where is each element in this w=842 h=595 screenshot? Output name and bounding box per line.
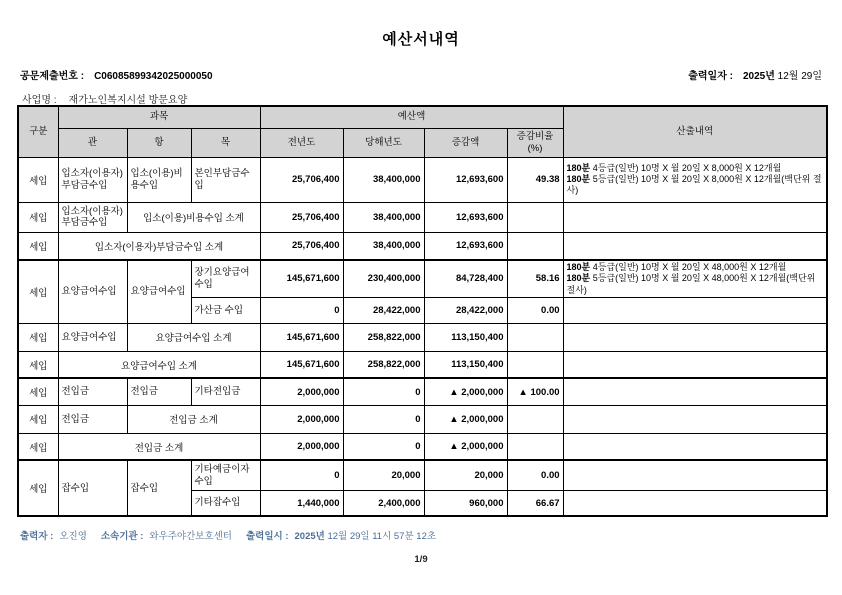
cell-diff: 113,150,400 <box>424 351 507 378</box>
doc-number-label: 공문제출번호 : <box>20 71 85 82</box>
table-row <box>18 460 827 490</box>
cell-diff: 28,422,000 <box>424 297 507 323</box>
cell-prev: 1,440,000 <box>260 490 343 516</box>
cell-diff: ▲ 2,000,000 <box>424 433 507 460</box>
cell-gwan: 요양급여수입 <box>58 260 127 323</box>
cell-curr: 20,000 <box>343 460 424 490</box>
cell-curr: 0 <box>343 378 424 405</box>
budget-table <box>17 105 828 517</box>
page-number: 1/9 <box>414 554 428 565</box>
col-header-hang: 항 <box>127 128 191 157</box>
cell-prev: 25,706,400 <box>260 202 343 232</box>
cell-diff: 20,000 <box>424 460 507 490</box>
printed-at-label: 출력일시 : <box>245 531 289 542</box>
cell-gubun: 세입 <box>18 260 58 323</box>
cell-gubun: 세입 <box>18 232 58 260</box>
cell-mok: 기타잡수입 <box>191 490 260 516</box>
cell-prev: 145,671,600 <box>260 351 343 378</box>
header-row-1 <box>18 106 827 128</box>
table-row <box>18 260 827 297</box>
cell-calc <box>563 202 827 232</box>
cell-diff: 12,693,600 <box>424 157 507 202</box>
cell-rate <box>507 351 563 378</box>
cell-curr: 230,400,000 <box>343 260 424 297</box>
calc-bold: 180분 <box>566 173 591 184</box>
printer-label: 출력자 : <box>20 531 54 542</box>
cell-curr: 38,400,000 <box>343 232 424 260</box>
cell-calc <box>563 378 827 405</box>
cell-rate: 58.16 <box>507 260 563 297</box>
col-header-calc: 산출내역 <box>563 106 827 157</box>
calc-line <box>567 163 824 174</box>
table-row <box>18 323 827 351</box>
table-row <box>18 157 827 202</box>
cell-curr: 258,822,000 <box>343 351 424 378</box>
table-row <box>18 433 827 460</box>
cell-prev: 0 <box>260 297 343 323</box>
cell-calc <box>563 490 827 516</box>
print-info-footer <box>20 528 436 542</box>
cell-curr: 258,822,000 <box>343 323 424 351</box>
page-title: 예산서내역 <box>382 31 460 48</box>
printed-at-year: 2025년 <box>294 531 325 542</box>
calc-bold: 180분 <box>566 273 591 284</box>
cell-mok: 기타예금이자수입 <box>191 460 260 490</box>
cell-calc <box>563 297 827 323</box>
cell-curr: 38,400,000 <box>343 202 424 232</box>
cell-calc <box>563 433 827 460</box>
cell-gwan: 요양급여수입 <box>58 323 127 351</box>
calc-text: 4등급(일반) 10명 X 월 20일 X 8,000원 X 12개월 <box>590 162 782 173</box>
cell-gwan: 전입금 <box>58 378 127 405</box>
org-name: 와우주야간보호센터 <box>149 531 232 542</box>
calc-bold: 180분 <box>566 162 591 173</box>
table-row <box>18 232 827 260</box>
col-header-change: 증감액 <box>424 128 507 157</box>
cell-gubun: 세입 <box>18 323 58 351</box>
calc-text: 5등급(일반) 10명 X 월 20일 X 48,000원 X 12개월(백단위 절사) <box>566 273 816 295</box>
cell-curr: 38,400,000 <box>343 157 424 202</box>
doc-number <box>20 67 213 82</box>
cell-mok: 기타전입금 <box>191 378 260 405</box>
cell-gwan: 잡수입 <box>58 460 127 516</box>
cell-diff: 12,693,600 <box>424 202 507 232</box>
col-header-gubun: 구분 <box>18 106 58 157</box>
print-date <box>688 67 822 82</box>
cell-diff: 113,150,400 <box>424 323 507 351</box>
table-row <box>18 405 827 433</box>
cell-calc <box>563 260 827 297</box>
cell-mok: 가산금 수입 <box>191 297 260 323</box>
cell-rate: 66.67 <box>507 490 563 516</box>
cell-rate: ▲ 100.00 <box>507 378 563 405</box>
cell-gubun: 세입 <box>18 351 58 378</box>
cell-subtotal-label: 전입금 소계 <box>58 433 260 460</box>
calc-bold: 180분 <box>566 262 591 272</box>
cell-gubun: 세입 <box>18 405 58 433</box>
cell-hang: 요양급여수입 <box>127 260 191 323</box>
business-name-row <box>22 91 187 106</box>
table-row <box>18 202 827 232</box>
cell-prev: 145,671,600 <box>260 260 343 297</box>
col-header-curr-year: 당해년도 <box>343 128 424 157</box>
business-name-label: 사업명 : <box>22 95 57 106</box>
cell-curr: 28,422,000 <box>343 297 424 323</box>
cell-mok: 본인부담금수입 <box>191 157 260 202</box>
cell-gubun: 세입 <box>18 157 58 202</box>
calc-line <box>567 262 824 273</box>
cell-prev: 25,706,400 <box>260 232 343 260</box>
cell-subtotal-label: 전입금 소계 <box>127 405 260 433</box>
org-label: 소속기관 : <box>100 531 144 542</box>
cell-prev: 25,706,400 <box>260 157 343 202</box>
cell-prev: 2,000,000 <box>260 378 343 405</box>
cell-prev: 145,671,600 <box>260 323 343 351</box>
cell-rate <box>507 405 563 433</box>
cell-gwan: 입소자(이용자)부담금수입 <box>58 202 127 232</box>
cell-prev: 2,000,000 <box>260 405 343 433</box>
col-header-gwan: 관 <box>58 128 127 157</box>
cell-gubun: 세입 <box>18 378 58 405</box>
calc-line <box>567 174 824 197</box>
cell-subtotal-label: 입소자(이용자)부담금수입 소계 <box>58 232 260 260</box>
calc-line <box>567 273 824 296</box>
cell-gubun: 세입 <box>18 460 58 516</box>
cell-curr: 0 <box>343 405 424 433</box>
cell-subtotal-label: 입소(이용)비용수입 소계 <box>127 202 260 232</box>
cell-gwan: 전입금 <box>58 405 127 433</box>
business-name-value: 재가노인복지시설 방문요양 <box>68 95 188 106</box>
table-row <box>18 351 827 378</box>
cell-gubun: 세입 <box>18 433 58 460</box>
col-header-prev-year: 전년도 <box>260 128 343 157</box>
print-date-rest: 12월 29일 <box>774 71 822 82</box>
cell-calc <box>563 157 827 202</box>
printed-at-rest: 12월 29일 11시 57분 12초 <box>324 531 437 542</box>
cell-gwan: 입소자(이용자)부담금수입 <box>58 157 127 202</box>
print-date-label: 출력일자 : <box>688 71 733 82</box>
cell-curr: 0 <box>343 433 424 460</box>
cell-hang: 전입금 <box>127 378 191 405</box>
cell-prev: 0 <box>260 460 343 490</box>
cell-calc <box>563 351 827 378</box>
cell-calc <box>563 405 827 433</box>
table-row <box>18 378 827 405</box>
col-header-budget: 예산액 <box>260 106 563 128</box>
cell-rate <box>507 433 563 460</box>
cell-diff: ▲ 2,000,000 <box>424 378 507 405</box>
cell-calc <box>563 323 827 351</box>
cell-rate: 49.38 <box>507 157 563 202</box>
col-header-change-rate <box>507 128 563 157</box>
cell-diff: 12,693,600 <box>424 232 507 260</box>
cell-subtotal-label: 요양급여수입 소계 <box>58 351 260 378</box>
cell-rate <box>507 202 563 232</box>
cell-calc <box>563 232 827 260</box>
col-header-gwamok: 과목 <box>58 106 260 128</box>
cell-gubun: 세입 <box>18 202 58 232</box>
change-rate-line2: (%) <box>527 142 543 154</box>
cell-rate: 0.00 <box>507 297 563 323</box>
doc-number-value: C06085899342025000050 <box>94 71 213 82</box>
cell-rate <box>507 323 563 351</box>
cell-prev: 2,000,000 <box>260 433 343 460</box>
cell-diff: ▲ 2,000,000 <box>424 405 507 433</box>
cell-rate: 0.00 <box>507 460 563 490</box>
cell-rate <box>507 232 563 260</box>
cell-hang: 입소(이용)비용수입 <box>127 157 191 202</box>
cell-diff: 84,728,400 <box>424 260 507 297</box>
printer-name: 오진영 <box>59 531 87 542</box>
cell-mok: 장기요양급여수입 <box>191 260 260 297</box>
meta-row <box>20 67 822 82</box>
print-date-year: 2025년 <box>742 71 775 82</box>
calc-text: 4등급(일반) 10명 X 월 20일 X 48,000원 X 12개월 <box>590 262 787 272</box>
cell-curr: 2,400,000 <box>343 490 424 516</box>
calc-text: 5등급(일반) 10명 X 월 20일 X 8,000원 X 12개월(백단위 절사) <box>566 173 822 196</box>
cell-diff: 960,000 <box>424 490 507 516</box>
cell-hang: 잡수입 <box>127 460 191 516</box>
change-rate-line1: 증감비율 <box>516 130 554 142</box>
cell-calc <box>563 460 827 490</box>
cell-subtotal-label: 요양급여수입 소계 <box>127 323 260 351</box>
col-header-mok: 목 <box>191 128 260 157</box>
